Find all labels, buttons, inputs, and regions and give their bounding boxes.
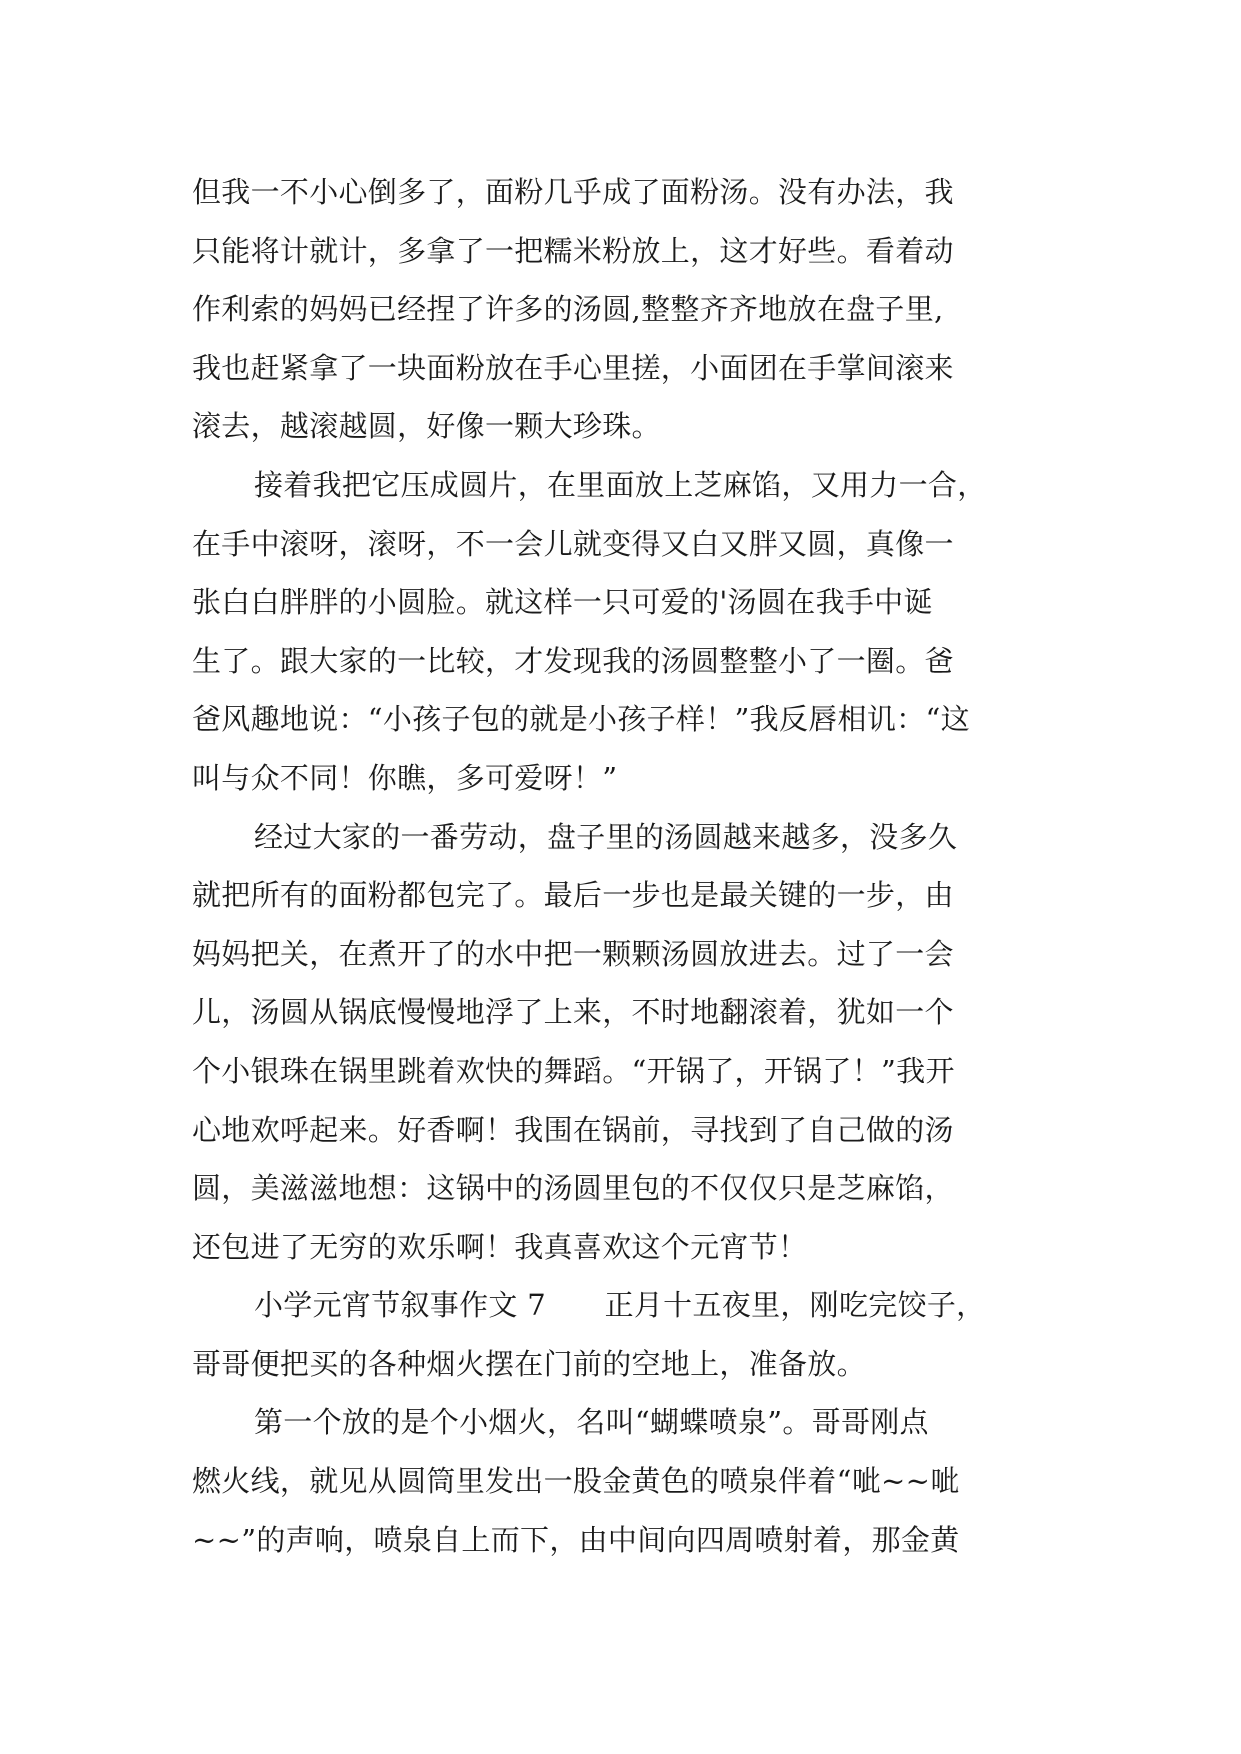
text-line: ~~”的声响，喷泉自上而下，由中间向四周喷射着，那金黄 (192, 1522, 960, 1557)
text-line: 哥哥便把买的各种烟火摆在门前的空地上，准备放。 (192, 1346, 866, 1381)
text-line: 在手中滚呀，滚呀，不一会儿就变得又白又胖又圆，真像一 (192, 526, 954, 561)
text-line: 心地欢呼起来。好香啊！我围在锅前，寻找到了自己做的汤 (192, 1112, 954, 1147)
text-line: 圆，美滋滋地想：这锅中的汤圆里包的不仅仅只是芝麻馅， (192, 1171, 954, 1206)
text-line: 还包进了无穷的欢乐啊！我真喜欢这个元宵节！ (192, 1229, 808, 1264)
text-line: 叫与众不同！你瞧，多可爱呀！” (192, 760, 618, 795)
text-line: 个小银珠在锅里跳着欢快的舞蹈。“开锅了，开锅了！”我开 (192, 1053, 955, 1088)
text-line: 作利索的妈妈已经捏了许多的汤圆,整整齐齐地放在盘子里, (192, 292, 944, 327)
text-line: 就把所有的面粉都包完了。最后一步也是最关键的一步，由 (192, 878, 954, 913)
text-line: 妈妈把关，在煮开了的水中把一颗颗汤圆放进去。过了一会 (192, 936, 954, 971)
text-line: 但我一不小心倒多了，面粉几乎成了面粉汤。没有办法，我 (192, 175, 954, 209)
text-line: 我也赶紧拿了一块面粉放在手心里搓，小面团在手掌间滚来 (192, 350, 954, 385)
text-line: 燃火线，就见从圆筒里发出一股金黄色的喷泉伴着“呲~~呲 (192, 1464, 960, 1499)
text-line: 生了。跟大家的一比较，才发现我的汤圆整整小了一圈。爸 (192, 643, 954, 678)
text-line: 儿，汤圆从锅底慢慢地浮了上来，不时地翻滚着，犹如一个 (192, 995, 954, 1030)
text-line: 经过大家的一番劳动，盘子里的汤圆越来越多，没多久 (254, 819, 958, 854)
text-line: 爸风趣地说：“小孩子包的就是小孩子样！”我反唇相讥：“这 (192, 702, 970, 737)
text-line: 张白白胖胖的小圆脸。就这样一只可爱的'汤圆在我手中诞 (192, 585, 933, 620)
text-line: 第一个放的是个小烟火，名叫“蝴蝶喷泉”。哥哥刚点 (254, 1405, 929, 1440)
text-line: 小学元宵节叙事作文 7 正月十五夜里，刚吃完饺子， (254, 1288, 986, 1323)
text-line: 接着我把它压成圆片，在里面放上芝麻馅，又用力一合， (254, 467, 987, 502)
text-line: 只能将计就计，多拿了一把糯米粉放上，这才好些。看着动 (192, 233, 954, 268)
text-line: 滚去，越滚越圆，好像一颗大珍珠。 (192, 409, 661, 444)
body-text (192, 163, 1062, 1569)
